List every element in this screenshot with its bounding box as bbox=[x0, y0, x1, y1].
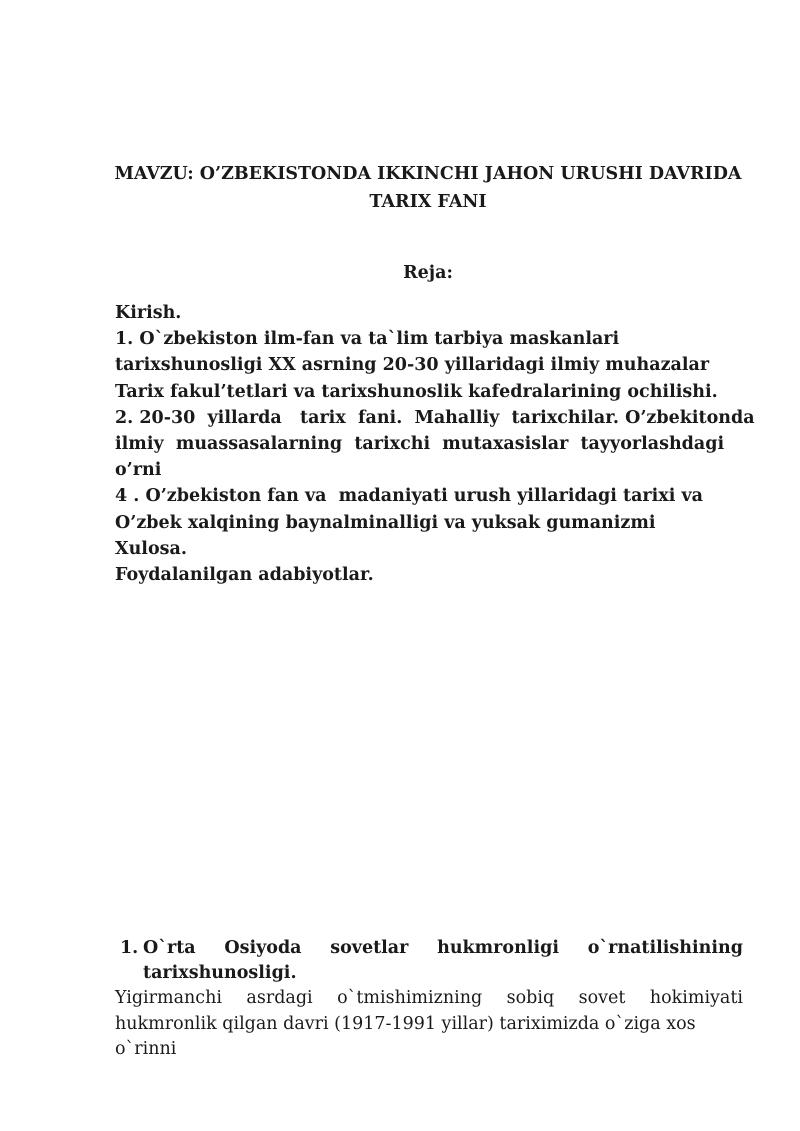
plan-item-1-cont: tarixshunosligi XX asrning 20-30 yillaridagi ilmiy muhazalar bbox=[115, 355, 710, 376]
section-heading-line-2: tarixshunosligi. bbox=[143, 963, 297, 983]
heading-word: Osiyoda bbox=[224, 938, 302, 958]
plan-item-2-cont: ilmiy muassasalarning tarixchi mutaxasislar tayyorlashdagi bbox=[115, 433, 725, 454]
heading-word: hukmronligi bbox=[437, 938, 559, 958]
heading-word: o`rnatilishining bbox=[587, 938, 743, 958]
body-word: Yigirmanchi bbox=[115, 988, 222, 1008]
plan-item-1: 1. O`zbekiston ilm-fan va ta`lim tarbiya maskanlari bbox=[115, 329, 620, 350]
plan-item-1-cont: Tarix fakul’tetlari va tarixshunoslik kafedralarining ochilishi. bbox=[115, 381, 718, 402]
plan-item-2-cont: o’rni bbox=[115, 460, 162, 481]
section-body bbox=[115, 986, 743, 1059]
section-heading-line-1 bbox=[143, 936, 743, 961]
body-word: sobiq bbox=[506, 988, 555, 1008]
title-line-1: MAVZU: O’ZBEKISTONDA IKKINCHI JAHON URUSHI DAVRIDA bbox=[114, 164, 742, 184]
plan-list bbox=[115, 300, 755, 588]
body-word: asrdagi bbox=[246, 988, 313, 1008]
document-title bbox=[110, 160, 746, 216]
title-line-2: TARIX FANI bbox=[369, 192, 487, 212]
plan-heading: Reja: bbox=[403, 263, 453, 283]
plan-item-2: 2. 20-30 yillarda tarix fani. Mahalliy tarixchilar. O’zbekitonda bbox=[115, 407, 755, 428]
plan-item-4-cont: O’zbek xalqining baynalminalligi va yuksak gumanizmi bbox=[115, 512, 656, 533]
heading-word: O`rta bbox=[143, 938, 196, 958]
section-number: 1. bbox=[120, 938, 139, 958]
section-heading bbox=[115, 936, 743, 986]
plan-item-conclusion: Xulosa. bbox=[115, 538, 187, 559]
body-word: o`tmishimizning bbox=[337, 988, 483, 1008]
body-line-2: hukmronlik qilgan davri (1917-1991 yillar) tariximizda o`ziga xos o`rinni bbox=[115, 1013, 696, 1059]
plan-item-references: Foydalanilgan adabiyotlar. bbox=[115, 564, 374, 585]
body-word: hokimiyati bbox=[649, 988, 743, 1008]
heading-word: sovetlar bbox=[330, 938, 409, 958]
body-line-1 bbox=[115, 986, 743, 1012]
body-word: sovet bbox=[578, 988, 626, 1008]
plan-item-intro: Kirish. bbox=[115, 303, 182, 323]
plan-item-4: 4 . O’zbekiston fan va madaniyati urush yillaridagi tarixi va bbox=[115, 486, 703, 507]
